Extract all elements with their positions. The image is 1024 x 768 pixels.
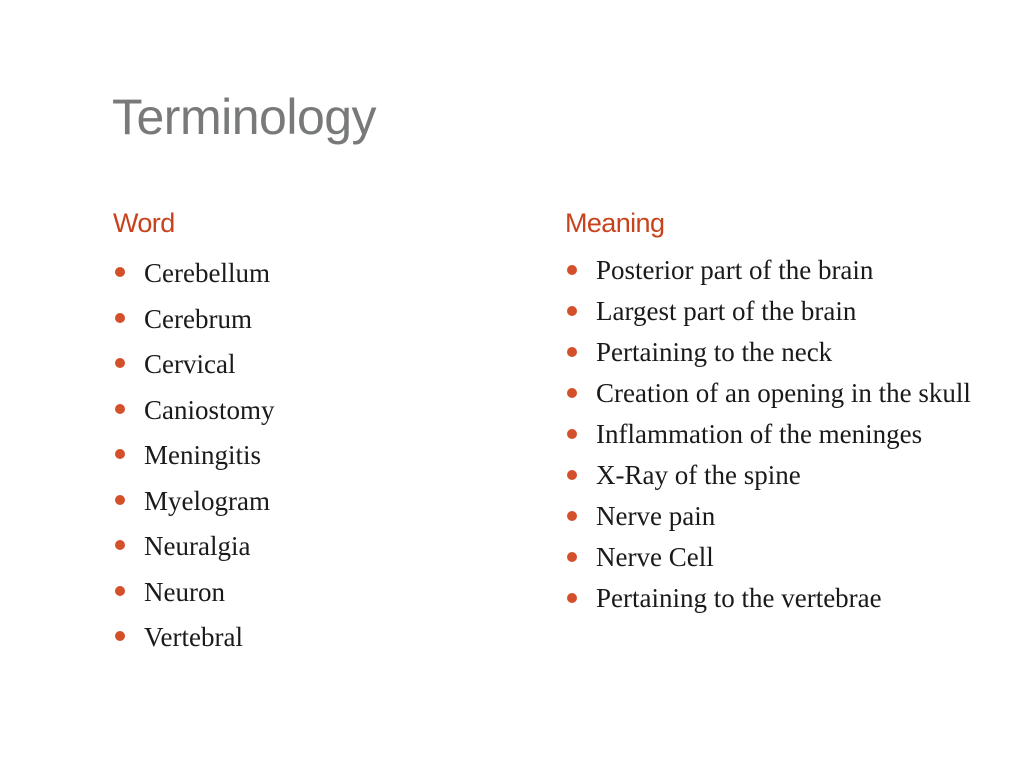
meaning-list-item bbox=[565, 254, 985, 287]
bullet-dot-icon bbox=[567, 470, 577, 480]
meaning-list-item bbox=[565, 418, 985, 451]
bullet-dot-icon bbox=[567, 511, 577, 521]
meaning-text: Pertaining to the neck bbox=[596, 337, 833, 367]
bullet-dot-icon bbox=[567, 552, 577, 562]
word-list-item bbox=[113, 393, 493, 439]
meaning-list-item bbox=[565, 500, 985, 533]
word-column-heading: Word bbox=[113, 208, 175, 238]
meaning-text: Creation of an opening in the skull bbox=[596, 378, 971, 408]
meaning-list bbox=[565, 254, 985, 623]
meaning-list-item bbox=[565, 336, 985, 369]
meaning-text: Inflammation of the meninges bbox=[596, 419, 923, 449]
word-text: Vertebral bbox=[144, 622, 243, 652]
bullet-dot-icon bbox=[567, 306, 577, 316]
word-list-item bbox=[113, 347, 493, 393]
bullet-dot-icon bbox=[567, 429, 577, 439]
word-list-item bbox=[113, 484, 493, 530]
word-text: Neuron bbox=[144, 576, 225, 607]
word-list-item bbox=[113, 620, 493, 666]
meaning-text: Nerve Cell bbox=[596, 542, 714, 572]
word-list bbox=[113, 256, 493, 666]
bullet-dot-icon bbox=[115, 358, 125, 368]
word-list-item bbox=[113, 256, 493, 302]
bullet-dot-icon bbox=[567, 388, 577, 398]
word-list-item bbox=[113, 302, 493, 348]
bullet-dot-icon bbox=[567, 593, 577, 603]
word-text: Myelogram bbox=[144, 485, 270, 516]
word-text: Cervical bbox=[144, 349, 236, 379]
bullet-dot-icon bbox=[115, 586, 125, 596]
word-list-item bbox=[113, 529, 493, 575]
meaning-text: Nerve pain bbox=[596, 501, 716, 531]
word-text: Neuralgia bbox=[144, 531, 251, 561]
bullet-dot-icon bbox=[567, 265, 577, 275]
bullet-dot-icon bbox=[567, 347, 577, 357]
bullet-dot-icon bbox=[115, 404, 125, 414]
bullet-dot-icon bbox=[115, 267, 125, 277]
bullet-dot-icon bbox=[115, 495, 125, 505]
word-text: Cerebrum bbox=[144, 303, 252, 334]
bullet-dot-icon bbox=[115, 449, 125, 459]
meaning-text: X-Ray of the spine bbox=[596, 460, 801, 490]
bullet-dot-icon bbox=[115, 540, 125, 550]
word-text: Cerebellum bbox=[144, 258, 270, 288]
meaning-list-item bbox=[565, 295, 985, 328]
bullet-dot-icon bbox=[115, 313, 125, 323]
meaning-list-item bbox=[565, 582, 985, 615]
word-list-item bbox=[113, 575, 493, 621]
word-text: Meningitis bbox=[144, 440, 262, 470]
word-text: Caniostomy bbox=[144, 394, 275, 425]
bullet-dot-icon bbox=[115, 631, 125, 641]
meaning-list-item bbox=[565, 541, 985, 574]
meaning-column-heading: Meaning bbox=[565, 208, 665, 238]
meaning-text: Posterior part of the brain bbox=[596, 255, 874, 285]
meaning-list-item bbox=[565, 459, 985, 492]
meaning-text: Largest part of the brain bbox=[596, 296, 857, 326]
meaning-list-item bbox=[565, 377, 985, 410]
meaning-text: Pertaining to the vertebrae bbox=[596, 583, 882, 613]
word-list-item bbox=[113, 438, 493, 484]
slide-title: Terminology bbox=[112, 89, 377, 145]
